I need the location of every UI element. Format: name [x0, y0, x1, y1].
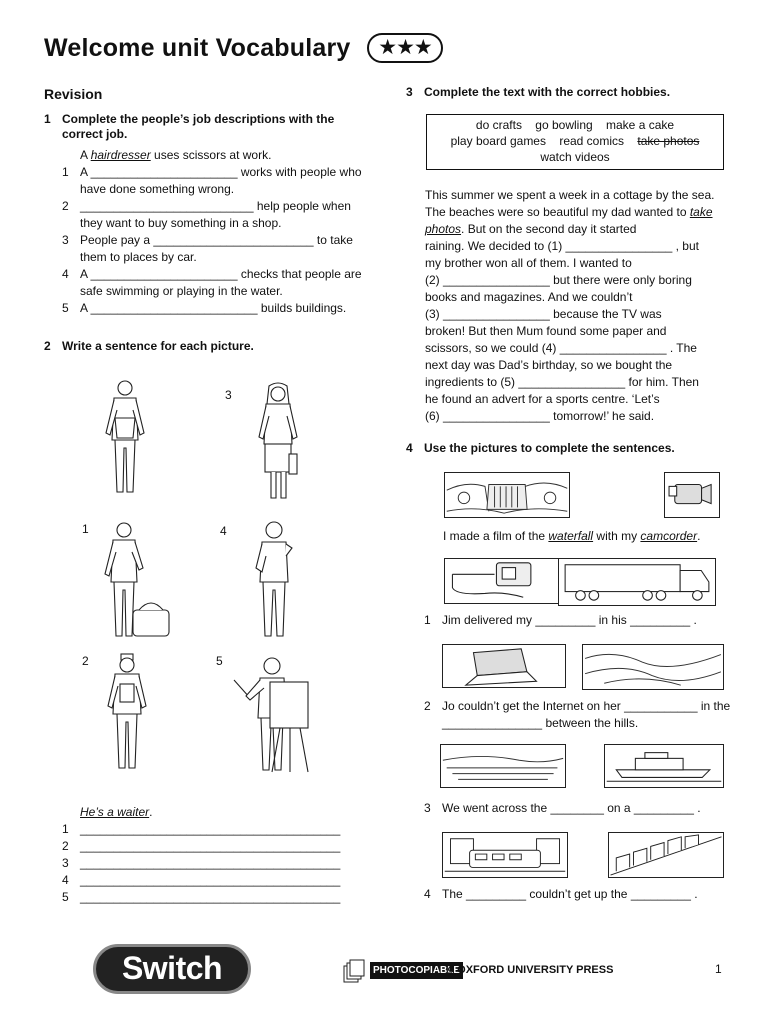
question-2-heading: 2 Write a sentence for each picture.	[44, 339, 254, 353]
word-option: read comics	[559, 134, 625, 148]
difficulty-stars: ★★★	[367, 33, 443, 63]
question-1-item-4: 4 A ______________________ checks that people are safe swimming or playing in the water.	[62, 267, 362, 298]
question-4-item-2: 2 Jo couldn’t get the Internet on her ___________ in the _______________ between the hills.	[424, 699, 731, 730]
photocopy-icon	[342, 958, 366, 984]
picture-label: 3	[225, 388, 232, 402]
camcorder-picture	[664, 472, 720, 518]
question-text: Complete the people’s job descriptions with the correct job.	[62, 112, 335, 141]
section-heading: Revision	[44, 86, 103, 102]
word-option-used: take photos	[637, 134, 700, 148]
question-1-item-2: 2 __________________________ help people when they want to buy something in a shop.	[62, 199, 351, 230]
ferry-picture	[604, 744, 724, 788]
valley-picture	[582, 644, 724, 690]
word-option: make a cake	[606, 118, 675, 132]
lorry-picture	[558, 558, 716, 606]
question-1-item-3: 3 People pay a ________________________ to take them to places by car.	[62, 233, 353, 264]
word-option: go bowling	[535, 118, 593, 132]
example-answer: He’s a waiter	[80, 805, 150, 819]
picture-label: 2	[82, 654, 89, 668]
postman-figure	[97, 518, 173, 642]
word-option: watch videos	[540, 150, 610, 164]
mp3-player-picture	[444, 558, 568, 604]
example-answer: camcorder	[640, 529, 698, 543]
word-box	[426, 114, 724, 170]
answer-line-1[interactable]: 1 _______________________________________	[62, 822, 341, 836]
question-4-example: I made a film of the waterfall with my camcorder.	[443, 529, 701, 543]
question-4-heading: 4 Use the pictures to complete the sentences.	[406, 441, 675, 455]
question-3-paragraph: This summer we spent a week in a cottage by the sea. The beaches were so beautiful my dad wanted to take photos. But on the second day it started raining. We decided to (1) ________________ , but my brother won all of them. I wanted to (2) ________________ but there were only boring books and magazines. And we couldn’t (3) ________________ because the TV was broken! But then Mum found some paper and scissors, so we could (4) ________________ . The next day was Dad’s birthday, so we bought the ingredients to (5) ________________ for him. Then he found an advert for a sports centre. ‘Let’s (6) ________________ tomorrow!’ he said.	[425, 188, 715, 423]
publisher: © OXFORD UNIVERSITY PRESS	[446, 964, 614, 976]
picture-label: 4	[220, 524, 227, 538]
page-title: Welcome unit Vocabulary	[44, 34, 351, 62]
question-1-item-1: 1 A ______________________ works with people who have done something wrong.	[62, 165, 362, 196]
answer-line-3[interactable]: 3 _______________________________________	[62, 856, 341, 870]
tram-picture	[442, 832, 568, 878]
question-4-item-3: 3 We went across the ________ on a _________ .	[424, 801, 701, 815]
question-3-heading: 3 Complete the text with the correct hobbies.	[406, 85, 671, 99]
artist-figure	[232, 652, 314, 776]
lifeguard-figure	[248, 518, 300, 642]
laptop-picture	[442, 644, 566, 688]
page-number: 1	[715, 962, 722, 976]
question-4-item-4: 4 The _________ couldn’t get up the _________ .	[424, 887, 698, 901]
question-1-heading	[44, 112, 362, 142]
question-4-item-1: 1 Jim delivered my _________ in his _________ .	[424, 613, 697, 627]
question-1-item-5: 5 A _________________________ builds buildings.	[62, 301, 347, 315]
picture-label: 1	[82, 522, 89, 536]
answer-line-4[interactable]: 4 _______________________________________	[62, 873, 341, 887]
question-number: 1	[44, 112, 51, 126]
doctor-figure	[102, 652, 152, 774]
example-answer: take photos	[425, 205, 713, 236]
question-1-example: A hairdresser uses scissors at work.	[80, 148, 272, 162]
answer-line-5[interactable]: 5 _______________________________________	[62, 890, 341, 904]
word-option: play board games	[450, 134, 546, 148]
shop-assistant-figure	[252, 382, 304, 504]
lake-picture	[440, 744, 566, 788]
answer-line-2[interactable]: 2 _______________________________________	[62, 839, 341, 853]
example-answer: hairdresser	[90, 148, 151, 162]
photocopiable-badge: PHOTOCOPIABLE	[370, 962, 463, 979]
waiter-figure	[100, 378, 150, 500]
hill-street-picture	[608, 832, 724, 878]
example-answer: waterfall	[548, 529, 594, 543]
word-option: do crafts	[475, 118, 522, 132]
waterfall-picture	[444, 472, 570, 518]
question-2-example: He’s a waiter.	[80, 805, 153, 819]
switch-logo: Switch	[93, 944, 251, 994]
picture-label: 5	[216, 654, 223, 668]
